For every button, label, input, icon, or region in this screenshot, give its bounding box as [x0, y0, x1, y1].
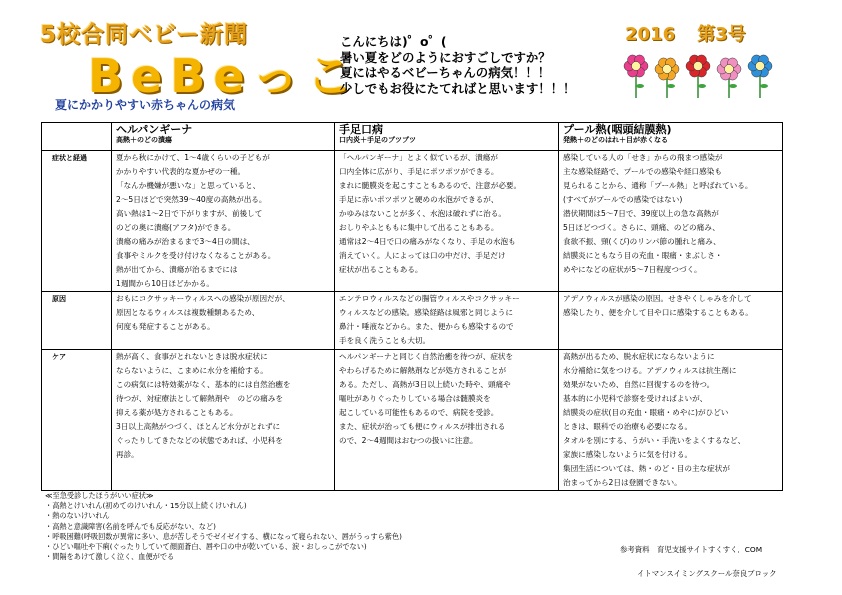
cell-line: おもにコクサッキーウィルスへの感染が原因だが、: [116, 294, 290, 303]
newsletter-title: 5校合同ベビー新聞: [40, 22, 249, 48]
cell-line: 3日以上高熱がつづく、ほとんど水分がとれずに: [116, 422, 281, 431]
cell-line: 結膜炎の症状(目の充血・眼痛・めやに)がひどい: [563, 408, 729, 417]
flower-icon: [717, 58, 741, 98]
cell-line: 「ヘルパンギーナ」とよく似ているが、潰瘍が: [339, 153, 498, 162]
disease-summary: 発熱＋のどのはれ＋目が赤くなる: [563, 136, 668, 144]
cell-line: 起こしている可能性もあるので、病院を受診。: [339, 408, 499, 417]
cell-line: 食欲不振、頸(くび)のリンパ節の腫れと痛み、: [563, 237, 721, 246]
cell-line: 原因となるウィルスは複数種類あるため、: [116, 308, 260, 317]
table-cell: [335, 350, 559, 491]
cell-line: ときは、眼科での治療も必要になる。: [563, 422, 693, 431]
urgent-item: ・高熱と意識障害(名前を呼んでも反応がない、など): [45, 521, 216, 531]
table-cell: [112, 292, 335, 350]
disease-name: 手足口病: [339, 123, 383, 136]
cell-line: 5日ほどつづく。さらに、頭痛、のどの痛み、: [563, 223, 720, 232]
cell-line: 待つが、対症療法として解熱剤や のどの痛みを: [116, 394, 284, 403]
cell-line: 高い熱は1～2日で下がりますが、前後して: [116, 209, 263, 218]
cell-line: 治まってから2日は登園できない。: [563, 478, 682, 487]
newsletter-logo: BeBeっこ: [88, 49, 361, 103]
cell-line: 見られることから、通称「プール熱」と呼ばれている。: [563, 181, 753, 190]
urgent-item: ・間隔をあけて激しく泣く、血便がでる: [45, 552, 175, 562]
row-label: ケア: [42, 350, 112, 491]
flower-icon: [655, 58, 679, 98]
cell-line: 嘔吐がありぐったりしている場合は髄膜炎を: [339, 394, 491, 403]
cell-line: ので、2～4週間はおむつの扱いに注意。: [339, 436, 478, 445]
cell-line: 高熱が出るため、脱水症状にならないように: [563, 352, 715, 361]
flower-icon: [748, 55, 772, 98]
cell-line: ヘルパンギーナと同じく自然治癒を待つが、症状を: [339, 352, 514, 361]
greeting-line: 夏にはやるベビーちゃんの病気！！！: [340, 65, 551, 80]
cell-line: 口内全体に広がり、手足にポツポツができる。: [339, 167, 499, 176]
cell-line: めやになどの症状が5～7日程度つづく。: [563, 265, 702, 274]
urgent-item: ・ひどい嘔吐や下痢(ぐったりしていて顔面蒼白、唇や口の中が乾いている、涙・おしっこがでない): [45, 542, 367, 552]
column-header: [559, 123, 783, 151]
disease-name: プール熱(咽頭結膜熱): [563, 123, 672, 136]
cell-line: エンテロウィルスなどの腸管ウィルスやコクサッキー: [339, 294, 520, 303]
cell-line: 食事やミルクを受け付けなくなることがある。: [116, 251, 276, 260]
flower-icon: [624, 55, 648, 98]
cell-line: やわらげるために解熱剤などが処方されることが: [339, 366, 507, 375]
urgent-item: ・高熱とけいれん(初めてのけいれん・15分以上続くけいれん): [45, 501, 247, 511]
greeting-line: 暑い夏をどのようにおすごしですか？: [340, 49, 551, 65]
column-header: [335, 123, 559, 151]
table-cell: [112, 350, 335, 491]
page-subtitle: 夏にかかりやすい赤ちゃんの病気: [55, 98, 236, 112]
disease-summary: 高熱＋のどの潰瘍: [116, 136, 172, 144]
cell-line: 夏から秋にかけて、1～4歳くらいの子どもが: [116, 153, 270, 162]
urgent-item: ・呼吸困難(呼吸回数が異常に多い、息が苦しそうでゼイゼイする、横になって寝られない、唇がうっすら紫色): [45, 531, 402, 541]
urgent-heading: ≪至急受診したほうがいい症状≫: [45, 491, 154, 500]
disease-name: ヘルパンギーナ: [116, 123, 193, 136]
column-header: [112, 123, 335, 151]
cell-line: 潰瘍の痛みが治まるまで3～4日の間は、: [116, 237, 255, 246]
corner-cell: [42, 123, 112, 151]
cell-line: 消えていく。人によっては口の中だけ、手足だけ: [339, 251, 506, 260]
issue-info: [625, 20, 768, 46]
flower-icon: [686, 55, 710, 98]
cell-line: また、症状が治っても便にウィルスが排出される: [339, 422, 506, 431]
cell-line: ぐったりしてきたなどの状態であれば、小児科を: [116, 436, 283, 445]
table-cell: [112, 151, 335, 292]
cell-line: おしりやふとももに集中して出ることもある。: [339, 223, 499, 232]
urgent-item: ・熱のないけいれん: [45, 511, 110, 521]
table-row: [42, 151, 783, 292]
cell-line: タオルを別にする、うがい・手洗いをよくするなど、: [563, 436, 746, 445]
reference-note: 参考資料 育児支援サイトすくすく．COM: [620, 545, 763, 554]
table-cell: [559, 292, 783, 350]
cell-line: 手足に赤いポツポツと硬めの水泡ができるが、: [339, 195, 499, 204]
cell-line: かかりやすい代表的な夏かぜの一種。: [116, 167, 246, 176]
cell-line: ウィルスなどの感染。感染経路は風邪と同じように: [339, 308, 513, 317]
cell-line: 何度も発症することがある。: [116, 322, 215, 331]
cell-line: のどの奥に潰瘍(アフタ)ができる。: [116, 223, 236, 232]
cell-line: (すべてがプールでの感染ではない): [563, 195, 683, 204]
cell-line: 潜伏期間は5～7日で、39度以上の急な高熱が: [563, 209, 719, 218]
row-label: 症状と経過: [42, 151, 112, 292]
cell-line: 鼻汁・唾液などから。また、便からも感染するので: [339, 322, 514, 331]
cell-line: 手を良く洗うことも大切。: [339, 336, 431, 345]
cell-line: この病気には特効薬がなく、基本的には自然治癒を: [116, 380, 291, 389]
table-cell: [559, 350, 783, 491]
row-label: 原因: [42, 292, 112, 350]
table-row: [42, 292, 783, 350]
cell-line: 結膜炎にともなう目の充血・眼痛・まぶしさ・: [563, 251, 723, 260]
greeting-line: こんにちは)゜o゜(: [340, 34, 447, 49]
table-row: [42, 350, 783, 491]
table-cell: [559, 151, 783, 292]
urgent-symptoms: [45, 491, 402, 562]
issue-number: 第3号: [697, 24, 746, 45]
cell-line: 熱が出てから、潰瘍が治るまでには: [116, 265, 238, 274]
cell-line: ある。ただし、高熱が3日以上続いた時や、頭痛や: [339, 380, 511, 389]
cell-line: まれに髄膜炎を起こすこともあるので、注意が必要。: [339, 181, 522, 190]
table-cell: [335, 151, 559, 292]
cell-line: 水分補給に気をつける。アデノウィルスは抗生剤に: [563, 366, 737, 375]
cell-line: 熱が高く、食事がとれないときは脱水症状に: [116, 352, 268, 361]
disease-table: [41, 122, 783, 491]
table-header-row: [42, 123, 783, 151]
cell-line: 家族に感染しないように気を付ける。: [563, 450, 693, 459]
greeting-block: [340, 34, 575, 96]
cell-line: 「なんか機嫌が悪いな」と思っていると、: [116, 181, 261, 190]
table-cell: [335, 292, 559, 350]
cell-line: 効果がないため、自然に回復するのを待つ。: [563, 380, 715, 389]
cell-line: 2～5日ほどで突然39～40度の高熱が出る。: [116, 195, 267, 204]
flowers-illustration: [622, 52, 782, 100]
cell-line: 再診。: [116, 450, 139, 459]
cell-line: アデノウィルスが感染の原因。せきやくしゃみを介して: [563, 294, 752, 303]
greeting-line: 少しでもお役にたてればと思います！！！: [340, 80, 576, 96]
cell-line: 主な感染経路で、プールでの感染や経口感染も: [563, 167, 722, 176]
organization-name: イトマンスイミングスクール奈良ブロック: [637, 569, 777, 578]
issue-year: 2016: [625, 24, 676, 45]
cell-line: 感染したり、便を介して目や口に感染することもある。: [563, 308, 753, 317]
cell-line: 抑える薬が処方されることもある。: [116, 408, 238, 417]
cell-line: 1週間から10日ほどかかる。: [116, 279, 215, 288]
cell-line: ならないように、こまめに水分を補給する。: [116, 366, 268, 375]
cell-line: 通常は2～4日で口の痛みがなくなり、手足の水泡も: [339, 237, 516, 246]
cell-line: 感染している人の「せき」からの飛まつ感染が: [563, 153, 723, 162]
cell-line: かゆみはないことが多く、水泡は破れずに治る。: [339, 209, 506, 218]
cell-line: 症状が出ることもある。: [339, 265, 423, 274]
cell-line: 基本的に小児科で診察を受ければよいが、: [563, 394, 708, 403]
cell-line: 集団生活については、熱・のど・目の主な症状が: [563, 464, 730, 473]
disease-summary: 口内炎＋手足のブツブツ: [339, 136, 416, 144]
